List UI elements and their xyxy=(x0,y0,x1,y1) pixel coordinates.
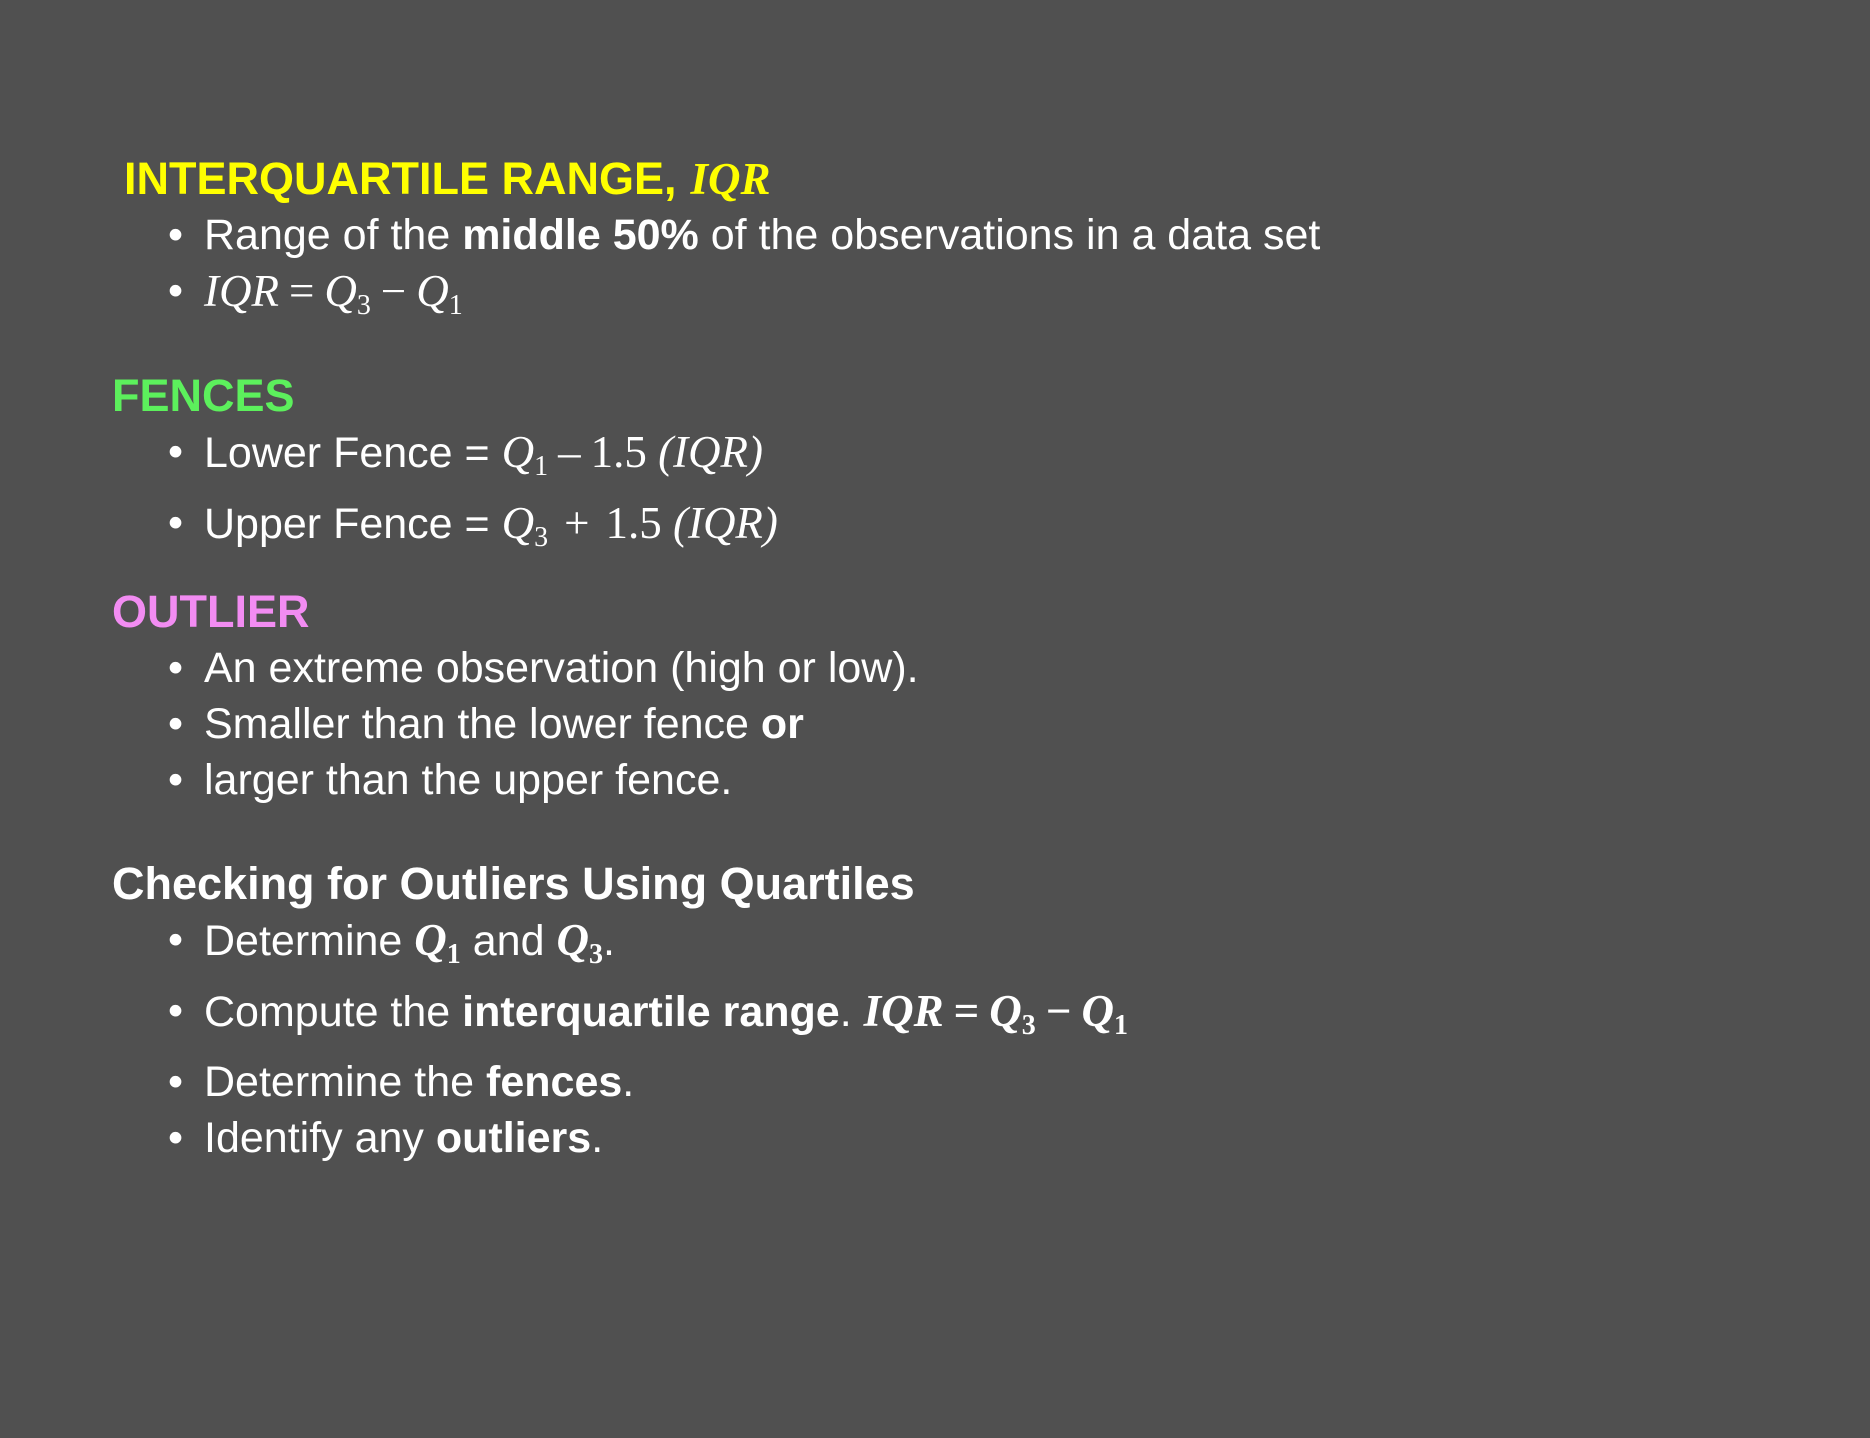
section-fences xyxy=(112,368,295,424)
outlier-bullet-2 xyxy=(112,696,919,752)
step4-post: . xyxy=(591,1114,604,1162)
outlier-heading: OUTLIER xyxy=(112,586,310,637)
lower-fence-bullet xyxy=(112,424,778,495)
checking-bullets xyxy=(112,912,1128,1166)
step2-formula xyxy=(863,986,1128,1041)
checking-heading: Checking for Outliers Using Quartiles xyxy=(112,858,915,909)
outlier-bullet-3 xyxy=(112,752,919,808)
fences-heading: FENCES xyxy=(112,370,295,421)
step2-formula-minus: − xyxy=(1045,986,1072,1036)
step3-pre: Determine the xyxy=(204,1058,487,1106)
outlier-bullet-2-bold: or xyxy=(760,700,804,748)
step1-mid: and xyxy=(460,917,557,965)
step4-pre: Identify any xyxy=(204,1114,436,1162)
step2-post: . xyxy=(839,988,864,1036)
iqr-def-post: of the observations in a data set xyxy=(698,211,1321,259)
iqr-formula-q1-sub: 1 xyxy=(448,290,463,321)
section-checking xyxy=(112,856,915,912)
step1-pre: Determine xyxy=(204,917,415,965)
iqr-bullet-formula xyxy=(112,263,1320,334)
iqr-formula-q3-sub: 3 xyxy=(356,290,371,321)
step-identify-outliers xyxy=(112,1110,1128,1166)
step1-q1-letter: Q xyxy=(414,915,447,965)
iqr-formula-q1: Q xyxy=(416,266,449,316)
step1-q3 xyxy=(556,915,603,970)
lower-fence-num: 1.5 xyxy=(590,427,647,477)
step1-q3-letter: Q xyxy=(556,915,589,965)
step2-formula-q1: Q xyxy=(1081,986,1114,1036)
step1-q1 xyxy=(414,915,461,970)
step4-bold: outliers xyxy=(435,1114,592,1162)
step-determine-fences xyxy=(112,1054,1128,1110)
upper-fence-formula xyxy=(501,498,778,553)
upper-fence-iqr: (IQR) xyxy=(672,498,778,548)
upper-fence-bullet xyxy=(112,495,778,566)
step1-q1-sub: 1 xyxy=(446,939,461,970)
step3-post: . xyxy=(622,1058,635,1106)
iqr-bullets xyxy=(112,207,1320,334)
upper-fence-q-sub: 3 xyxy=(534,522,549,553)
iqr-heading xyxy=(124,151,771,207)
upper-fence-num: 1.5 xyxy=(605,498,662,548)
step-compute-iqr xyxy=(112,983,1128,1054)
iqr-heading-text: INTERQUARTILE RANGE, xyxy=(124,153,677,204)
lower-fence-formula xyxy=(501,427,764,482)
outlier-bullet-1 xyxy=(112,640,919,696)
outlier-bullet-3-text: larger than the upper fence. xyxy=(204,756,733,804)
step1-q3-sub: 3 xyxy=(588,939,603,970)
step2-formula-q1-sub: 1 xyxy=(1113,1010,1128,1041)
lower-fence-op: – xyxy=(558,427,581,477)
iqr-formula-lhs: IQR xyxy=(204,266,279,316)
iqr-formula-q3: Q xyxy=(324,266,357,316)
step2-formula-q3: Q xyxy=(989,986,1022,1036)
iqr-formula xyxy=(204,266,463,321)
step2-bold: interquartile range xyxy=(462,988,840,1036)
iqr-heading-math: IQR xyxy=(690,154,771,204)
iqr-formula-equals: = xyxy=(288,266,315,316)
step2-pre: Compute the xyxy=(204,988,463,1036)
step1-post: . xyxy=(602,917,615,965)
outlier-bullets xyxy=(112,640,919,808)
iqr-def-bold: middle 50% xyxy=(462,211,699,259)
section-outlier xyxy=(112,584,310,640)
step2-formula-lhs: IQR xyxy=(863,986,944,1036)
section-iqr xyxy=(124,151,771,207)
lower-fence-label: Lower Fence = xyxy=(204,429,502,477)
outlier-bullet-2-text: Smaller than the lower fence xyxy=(204,700,761,748)
lower-fence-iqr: (IQR) xyxy=(658,427,764,477)
iqr-bullet-definition xyxy=(112,207,1320,263)
fences-bullets xyxy=(112,424,778,566)
step2-formula-equals: = xyxy=(953,986,980,1036)
iqr-formula-minus: − xyxy=(380,266,407,316)
outlier-bullet-1-text: An extreme observation (high or low). xyxy=(204,644,919,692)
step-determine-quartiles xyxy=(112,912,1128,983)
iqr-def-pre: Range of the xyxy=(204,211,463,259)
upper-fence-label: Upper Fence = xyxy=(204,500,502,548)
lower-fence-q: Q xyxy=(501,427,535,477)
step2-formula-q3-sub: 3 xyxy=(1021,1010,1036,1041)
upper-fence-op: + xyxy=(564,498,590,548)
upper-fence-q: Q xyxy=(501,498,535,548)
step3-bold: fences xyxy=(486,1058,623,1106)
lower-fence-q-sub: 1 xyxy=(534,451,549,482)
